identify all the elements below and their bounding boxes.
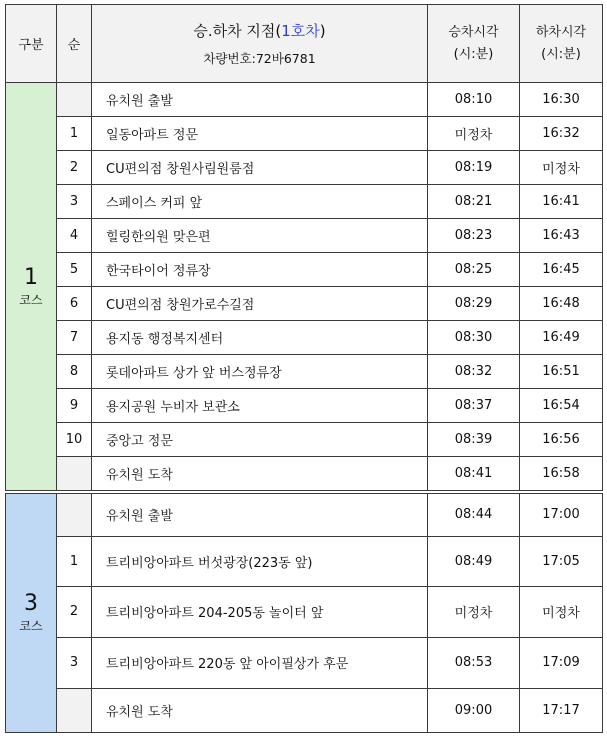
table-row (6, 151, 603, 185)
stop-name: 중앙고 정문 (92, 423, 428, 457)
header-title-suffix: ) (319, 22, 326, 40)
course1-label: 코스 (19, 293, 43, 307)
stop-name: CU편의점 창원사림원룸점 (92, 151, 428, 185)
table-row (6, 321, 603, 355)
table-row (6, 355, 603, 389)
header-title-prefix: 승.하차 지점( (193, 22, 282, 40)
stop-order (57, 688, 92, 732)
table-row (6, 492, 603, 536)
board-time: 08:29 (428, 287, 520, 321)
header-title (92, 20, 427, 41)
course3-number: 3 (24, 591, 38, 617)
board-time: 08:23 (428, 219, 520, 253)
stop-name: 유치원 출발 (92, 83, 428, 117)
board-time: 08:25 (428, 253, 520, 287)
board-time: 08:32 (428, 355, 520, 389)
board-time: 미정차 (428, 117, 520, 151)
alight-time: 미정차 (520, 151, 603, 185)
board-time: 08:19 (428, 151, 520, 185)
stop-name: 롯데아파트 상가 앞 버스정류장 (92, 355, 428, 389)
stop-name: 스페이스 커피 앞 (92, 185, 428, 219)
alight-time: 16:51 (520, 355, 603, 389)
stop-order (57, 83, 92, 117)
table-row (6, 253, 603, 287)
board-time: 08:30 (428, 321, 520, 355)
header-board-label: 승차시각 (448, 24, 499, 40)
header-board-unit: (시:분) (453, 46, 494, 62)
board-time: 08:41 (428, 457, 520, 493)
course3-label: 코스 (19, 619, 43, 634)
stop-name: 유치원 도착 (92, 688, 428, 732)
stop-order (57, 457, 92, 493)
table-row (6, 389, 603, 423)
stop-name: 트리비앙아파트 버섯광장(223동 앞) (92, 536, 428, 586)
alight-time: 16:30 (520, 83, 603, 117)
stop-order: 2 (57, 586, 92, 637)
board-time: 08:53 (428, 637, 520, 688)
stop-order: 3 (57, 185, 92, 219)
stop-order (57, 492, 92, 536)
alight-time: 미정차 (520, 586, 603, 637)
alight-time: 16:58 (520, 457, 603, 493)
stop-name: 일동아파트 정문 (92, 117, 428, 151)
course3-category-cell (6, 492, 57, 732)
header-board-time (428, 5, 520, 83)
stop-name: 한국타이어 정류장 (92, 253, 428, 287)
stop-name: 용지동 행정복지센터 (92, 321, 428, 355)
stop-order: 7 (57, 321, 92, 355)
stop-name: 유치원 출발 (92, 492, 428, 536)
stop-order: 3 (57, 637, 92, 688)
header-alight-label: 하차시각 (535, 24, 587, 40)
stop-order: 5 (57, 253, 92, 287)
alight-time: 16:45 (520, 253, 603, 287)
stop-order: 9 (57, 389, 92, 423)
stop-order: 2 (57, 151, 92, 185)
header-title-highlight: 1호차 (281, 22, 320, 40)
alight-time: 16:54 (520, 389, 603, 423)
stop-order: 8 (57, 355, 92, 389)
header-category: 구분 (6, 5, 57, 83)
alight-time: 17:00 (520, 492, 603, 536)
board-time: 08:44 (428, 492, 520, 536)
board-time: 08:37 (428, 389, 520, 423)
table-row (6, 637, 603, 688)
stop-order: 4 (57, 219, 92, 253)
alight-time: 17:17 (520, 688, 603, 732)
table-row (6, 688, 603, 732)
alight-time: 16:56 (520, 423, 603, 457)
alight-time: 16:41 (520, 185, 603, 219)
table-row (6, 83, 603, 117)
stop-order: 10 (57, 423, 92, 457)
stop-name: 유치원 도착 (92, 457, 428, 493)
table-row (6, 219, 603, 253)
table-row (6, 185, 603, 219)
board-time: 09:00 (428, 688, 520, 732)
board-time: 08:21 (428, 185, 520, 219)
alight-time: 16:48 (520, 287, 603, 321)
table-row (6, 457, 603, 493)
header-stop (92, 5, 428, 83)
table-row (6, 423, 603, 457)
bus-schedule-table (5, 4, 603, 733)
alight-time: 16:32 (520, 117, 603, 151)
stop-order: 6 (57, 287, 92, 321)
alight-time: 17:05 (520, 536, 603, 586)
alight-time: 17:09 (520, 637, 603, 688)
stop-name: 트리비앙아파트 220동 앞 아이필상가 후문 (92, 637, 428, 688)
board-time: 미정차 (428, 586, 520, 637)
header-order: 순 (57, 5, 92, 83)
table-row (6, 287, 603, 321)
alight-time: 16:49 (520, 321, 603, 355)
table-row (6, 117, 603, 151)
header-alight-time (520, 5, 603, 83)
header-alight-unit: (시:분) (541, 46, 581, 62)
table-row (6, 536, 603, 586)
board-time: 08:39 (428, 423, 520, 457)
stop-name: CU편의점 창원가로수길점 (92, 287, 428, 321)
stop-order: 1 (57, 536, 92, 586)
vehicle-number: 차량번호:72바6781 (203, 51, 316, 66)
stop-name: 트리비앙아파트 204-205동 놀이터 앞 (92, 586, 428, 637)
course1-number: 1 (24, 265, 38, 290)
header-row (6, 5, 603, 83)
alight-time: 16:43 (520, 219, 603, 253)
stop-order: 1 (57, 117, 92, 151)
stop-name: 힐링한의원 맞은편 (92, 219, 428, 253)
board-time: 08:49 (428, 536, 520, 586)
course1-category-cell (6, 83, 57, 493)
table-row (6, 586, 603, 637)
board-time: 08:10 (428, 83, 520, 117)
stop-name: 용지공원 누비자 보관소 (92, 389, 428, 423)
